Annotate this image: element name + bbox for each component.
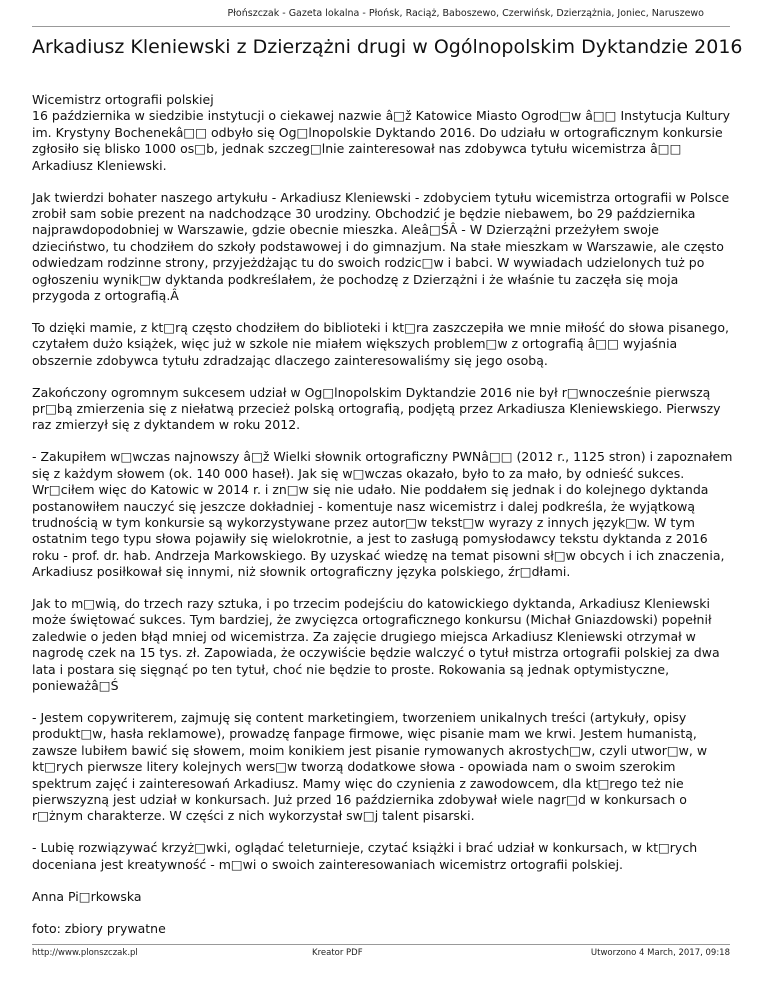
header-divider [32,26,730,27]
author-line: Anna Pi□rkowska [32,888,142,904]
page-footer [32,948,730,962]
photo-credit: foto: zbiory prywatne [32,920,166,936]
article-title: Arkadiusz Kleniewski z Dzierzążni drugi w Ogólnopolskim Dyktandzie 2016 [32,36,743,58]
paragraph: Jak to m□wią, do trzech razy sztuka, i po trzecim podejściu do katowickiego dyktanda, Arkadiusz Kleniewski może świętować sukces. Tym bardziej, że zwycięzca ortograficznego konkursu (Michał Gniazdowski) popełnił zaledwie o jeden błąd mniej od wicemistrza. Za zajęcie drugiego miejsca Arkadiusz Kleniewski otrzymał w nagrodę czek na 15 tys. zł. Zapowiada, że oczywiście będzie walczyć o tytuł mistrza ortografii polskiej za dwa lata i postara się sięgnąć po ten tytuł, choć nie będzie to proste. Rokowania są jednak optymistyczne, ponieważâ□Ś [32,596,720,694]
paragraph: - Zakupiłem w□wczas najnowszy â□ž Wielki słownik ortograficzny PWNâ□□ (2012 r., 1125 stron) i zapoznałem się z każdym słowem (ok. 140 000 haseł). Jak się w□wczas okazało, było to za mało, by odnieść sukces. Wr□ciłem więc do Katowic w 2014 r. i zn□w się nie udało. Nie poddałem się jednak i do kolejnego dyktanda postanowiłem nauczyć się jeszcze dokładniej - komentuje nasz wicemistrz i dalej podkreśla, że wyjątkową trudnością w tym konkursie są wykorzystywane przez autor□w tekst□w wyrazy z innych język□w. W tym ostatnim tego typu słowa pojawiły się wielokrotnie, a jest to zasługą pomysłodawcy tekstu dyktanda z 2016 roku - prof. dr. hab. Andrzeja Markowskiego. By uzyskać wiedzę na temat pisowni sł□w obcych i ich znaczenia, Arkadiusz posiłkował się innymi, niż słownik ortograficzny języka polskiego, źr□dłami. [32,449,733,580]
site-header: Płońszczak - Gazeta lokalna - Płońsk, Raciąż, Baboszewo, Czerwińsk, Dzierzążnia, Joniec, Naruszewo [227,8,704,19]
footer-generator: Kreator PDF [312,948,363,958]
footer-timestamp: Utworzono 4 March, 2017, 09:18 [590,948,730,958]
paragraph-intro: Wicemistrz ortografii polskiej 16 października w siedzibie instytucji o ciekawej nazwie â□ž Katowice Miasto Ogrod□w â□□ Instytucja Kultury im. Krystyny Bochenekâ□□ odbyło się Og□lnopolskie Dyktando 2016. Do udziału w ortograficznym konkursie zgłosiło się blisko 1000 os□b, jednak szczeg□lnie zainteresował nas zdobywca tytułu wicemistrza â□□ Arkadiusz Kleniewski. [32,92,731,173]
paragraph: Zakończony ogromnym sukcesem udział w Og□lnopolskim Dyktandzie 2016 nie był r□wnocześnie pierwszą pr□bą zmierzenia się z niełatwą przecież polską ortografią, podjętą przez Arkadiusza Kleniewskiego. Pierwszy raz zmierzył się z dyktandem w roku 2012. [32,384,721,433]
article-body [32,92,737,952]
paragraph: - Lubię rozwiązywać krzyż□wki, oglądać teleturnieje, czytać książki i brać udział w konkursach, w kt□rych doceniana jest kreatywność - m□wi o swoich zainteresowaniach wicemistrz ortografii polskiej. [32,840,698,872]
paragraph: To dzięki mamie, z kt□rą często chodziłem do biblioteki i kt□ra zaszczepiła we mnie miłość do słowa pisanego, czytałem dużo książek, więc już w szkole nie miałem większych problem□w z ortografią â□□ wyjaśnia obszernie zdobywca tytułu zdradzając dlaczego zainteresowaliśmy się jego osobą. [32,319,729,368]
paragraph: - Jestem copywriterem, zajmuję się content marketingiem, tworzeniem unikalnych treści (artykuły, opisy produkt□w, hasła reklamowe), prowadzę fanpage firmowe, więc pisanie mam we krwi. Jestem humanistą, zawsze lubiłem bawić się słowem, moim konikiem jest pisanie rymowanych akrostych□w, czyli utwor□w, w kt□rych pierwsze litery kolejnych wers□w tworzą dodatkowe słowa - opowiada nam o swoim szerokim spektrum zajęć i zainteresowań Arkadiusz. Mamy więc do czynienia z zawodowcem, dla kt□rego też nie pierwszyzną jest udział w konkursach. Już przed 16 października zdobywał wiele nagr□d w konkursach o r□żnym charakterze. W części z nich wykorzystał sw□j talent pisarski. [32,710,708,824]
paragraph: Jak twierdzi bohater naszego artykułu - Arkadiusz Kleniewski - zdobyciem tytułu wicemistrza ortografii w Polsce zrobił sam sobie prezent na nadchodzące 30 urodziny. Obchodzić je będzie niebawem, bo 29 października najprawdopodobniej w Warszawie, gdzie obecnie mieszka. Aleâ□ŚÂ - W Dzierzążni przeżyłem swoje dzieciństwo, tu chodziłem do szkoły podstawowej i do gimnazjum. Na stałe mieszkam w Warszawie, ale często odwiedzam rodzinne strony, przyjeżdżając tu do swoich rodzic□w i babci. W wywiadach udzielonych tuż po ogłoszeniu wynik□w dyktanda podkreślałem, że pochodzę z Dzierzążni i że właśnie tu zaczęła się moja przygoda z ortografią.Â [32,189,730,303]
footer-divider [32,944,730,945]
footer-url[interactable]: http://www.plonszczak.pl [32,948,138,958]
